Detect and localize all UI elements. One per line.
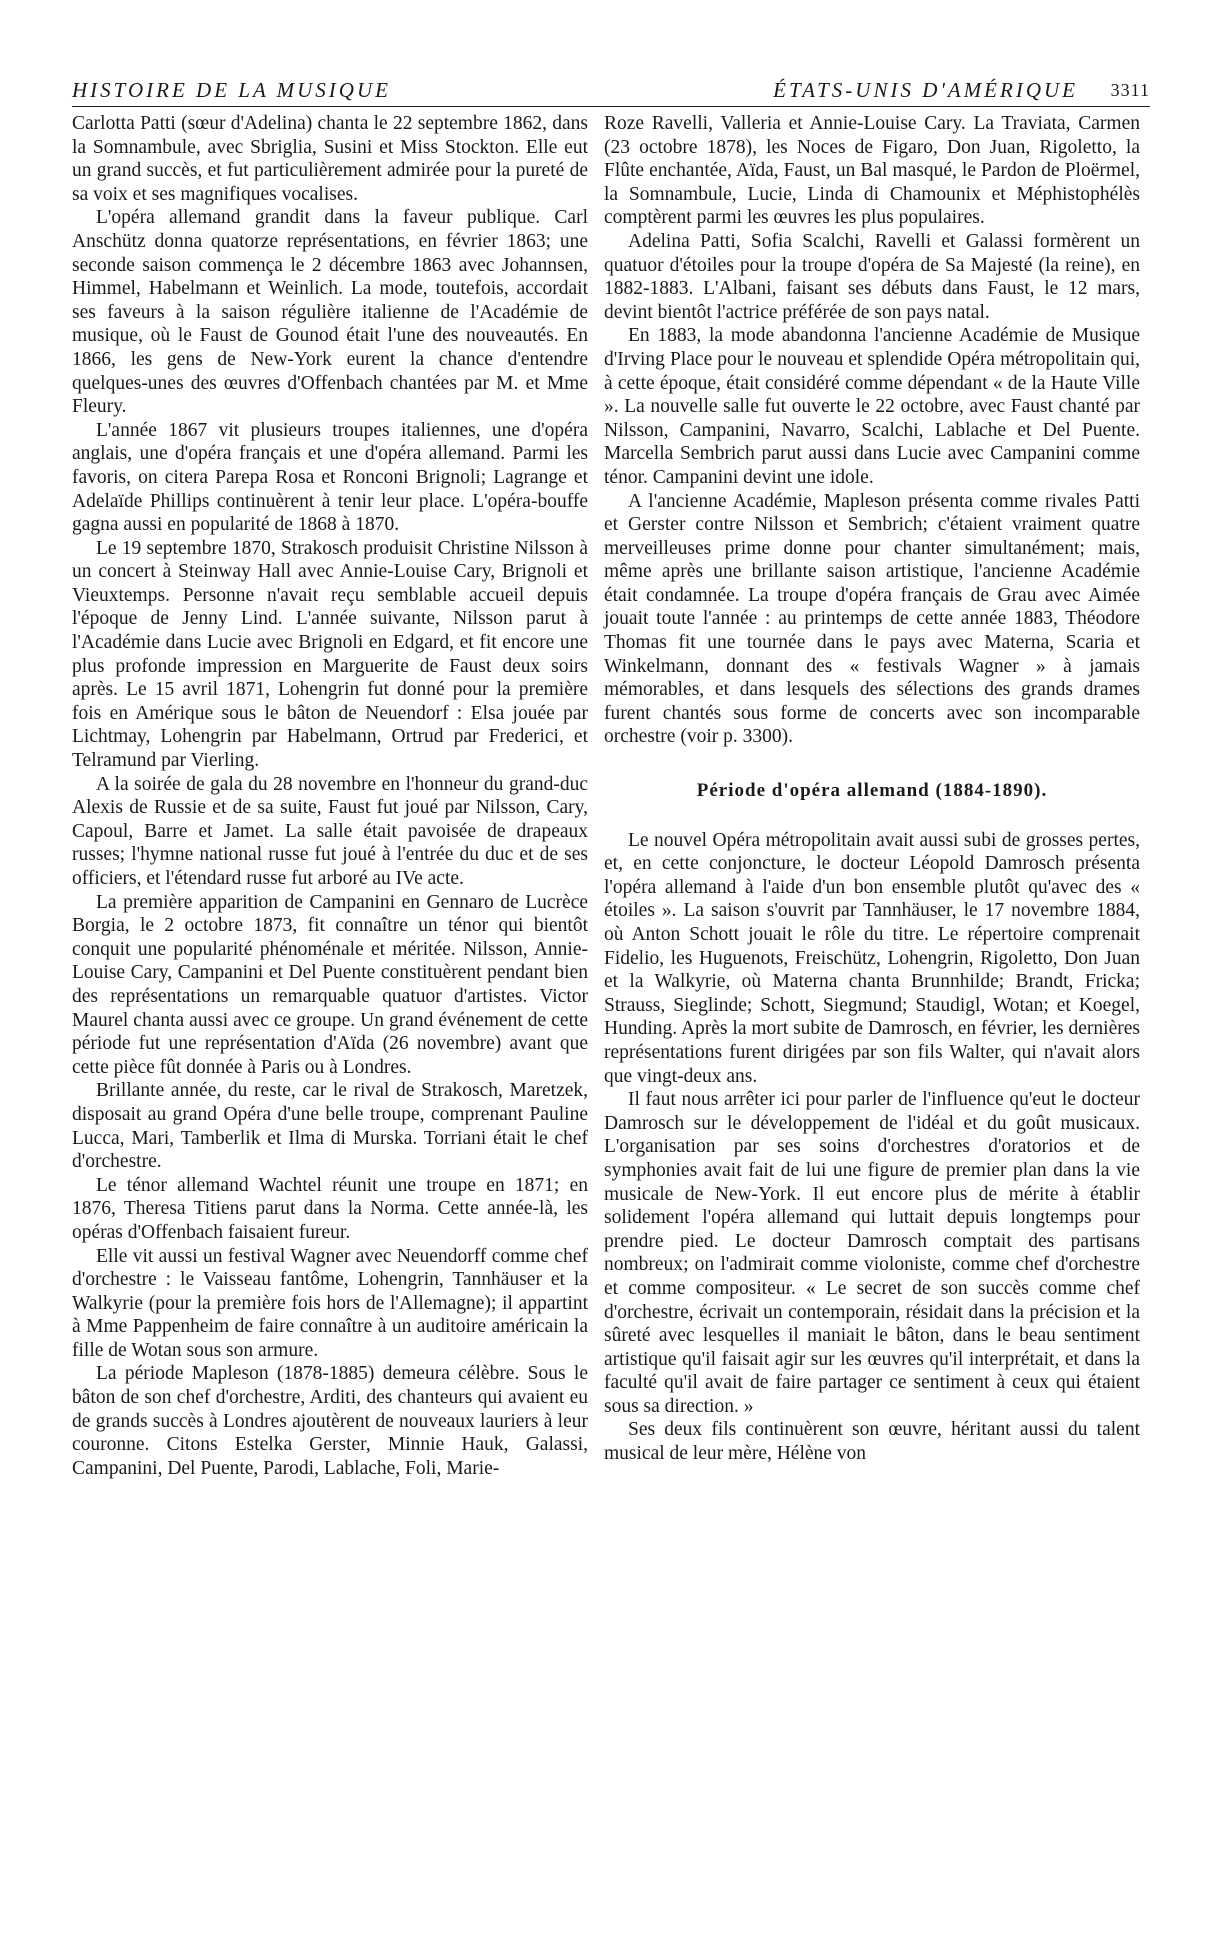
paragraph: Brillante année, du reste, car le rival de Strakosch, Maretzek, disposait au grand Opéra d'une belle troupe, comprenant Pauline Lucca, Mari, Tamberlik et Ilma di Murska. Torriani était le chef d'orchestre.	[72, 1080, 588, 1173]
section-heading: Période d'opéra allemand (1884-1890).	[696, 780, 1048, 802]
left-column	[72, 112, 588, 1480]
paragraph: L'opéra allemand grandit dans la faveur publique. Carl Anschütz donna quatorze représentations, en février 1863; une seconde saison commença le 2 décembre 1863 avec Johannsen, Himmel, Habelmann et Weinlich. La mode, toutefois, accordait ses faveurs à la saison régulière italienne de l'Académie de musique, où le Faust de Gounod était l'une des nouveautés. En 1866, les gens de New-York eurent la chance d'entendre quelques-unes des œuvres d'Offenbach chantées par M. et Mme Fleury.	[72, 207, 588, 418]
paragraph: Il faut nous arrêter ici pour parler de l'influence qu'eut le docteur Damrosch sur le développement de l'idéal et du goût musicaux. L'organisation par ses soins d'orchestres d'oratorios et de symphonies avait fait de lui une figure de premier plan dans la vie musicale de New-York. Il eut encore plus de mérite à établir solidement l'opéra allemand qui luttait depuis longtemps pour prendre pied. Le docteur Damrosch comptait des partisans nombreux; on l'admirait comme violoniste, comme chef d'orchestre et comme compositeur. « Le secret de son succès comme chef d'orchestre, écrivait un contemporain, résidait dans la précision et la sûreté avec lesquelles il maniait le bâton, dans le beau sentiment artistique qu'il faisait agir sur les œuvres qu'il interprétait, et dans la faculté qu'il avait de faire partager ce sentiment à ceux qui étaient sous sa direction. »	[604, 1089, 1140, 1417]
paragraph: Le ténor allemand Wachtel réunit une troupe en 1871; en 1876, Theresa Titiens parut dans la Norma. Cette année-là, les opéras d'Offenbach faisaient fureur.	[72, 1174, 588, 1243]
right-column	[604, 112, 1140, 1466]
paragraph: L'année 1867 vit plusieurs troupes italiennes, une d'opéra anglais, une d'opéra français et une d'opéra allemand. Parmi les favoris, on citera Parepa Rosa et Ronconi Brignoli; Lagrange et Adelaïde Phillips continuèrent à tenir leur place. L'opéra-bouffe gagna aussi en popularité de 1868 à 1870.	[72, 419, 588, 536]
paragraph: Le nouvel Opéra métropolitain avait aussi subi de grosses pertes, et, en cette conjoncture, le docteur Léopold Damrosch présenta l'opéra allemand à l'aide d'un bon ensemble plutôt qu'avec des « étoiles ». La saison s'ouvrit par Tannhäuser, le 17 novembre 1884, où Anton Schott jouait le rôle du titre. Le répertoire comprenait Fidelio, les Huguenots, Freischütz, Lohengrin, Rigoletto, Don Juan et la Walkyrie, où Materna chanta Brunnhilde; Brandt, Fricka; Strauss, Sieglinde; Schott, Siegmund; Staudigl, Wotan; et Koegel, Hunding. Après la mort subite de Damrosch, en février, les dernières représentations furent dirigées par son fils Walter, qui n'avait alors que vingt-deux ans.	[604, 829, 1140, 1087]
paragraph: La période Mapleson (1878-1885) demeura célèbre. Sous le bâton de son chef d'orchestre, Arditi, des chanteurs qui avaient eu de grands succès à Londres ajoutèrent de nouveaux lauriers à leur couronne. Citons Estelka Gerster, Minnie Hauk, Galassi, Campanini, Del Puente, Parodi, Lablache, Foli, Marie-	[72, 1363, 588, 1479]
paragraph: La première apparition de Campanini en Gennaro de Lucrèce Borgia, le 2 octobre 1873, fit connaître un ténor qui bientôt conquit une popularité phénoménale et méritée. Nilsson, Annie-Louise Cary, Campanini et Del Puente constituèrent pendant bien des représentations un remarquable quatuor d'artistes. Victor Maurel chanta aussi avec ce groupe. Un grand événement de cette période fut une représentation d'Aïda (26 novembre) avant que cette pièce fût donnée à Paris ou à Londres.	[72, 891, 588, 1078]
paragraph: Carlotta Patti (sœur d'Adelina) chanta le 22 septembre 1862, dans la Somnambule, avec Sbriglia, Susini et Miss Stockton. Elle eut un grand succès, et fut particulièrement admirée pour la pureté de sa voix et ses magnifiques vocalises.	[72, 113, 588, 205]
paragraph: En 1883, la mode abandonna l'ancienne Académie de Musique d'Irving Place pour le nouveau et splendide Opéra métropolitain qui, à cette époque, était considéré comme dépendant « de la Haute Ville ». La nouvelle salle fut ouverte le 22 octobre, avec Faust chanté par Nilsson, Campanini, Navarro, Scalchi, Lablache et Del Puente. Marcella Sembrich parut aussi dans Lucie avec Campanini comme ténor. Campanini devint une idole.	[604, 325, 1140, 488]
paragraph: Adelina Patti, Sofia Scalchi, Ravelli et Galassi formèrent un quatuor d'étoiles pour la troupe d'opéra de Sa Majesté (la reine), en 1882-1883. L'Albani, faisant ses débuts dans Faust, le 12 mars, devint bientôt l'actrice préférée de son pays natal.	[604, 230, 1140, 323]
paragraph: Roze Ravelli, Valleria et Annie-Louise Cary. La Traviata, Carmen (23 octobre 1878), les Noces de Figaro, Don Juan, Rigoletto, la Flûte enchantée, Aïda, Faust, un Bal masqué, le Pardon de Ploërmel, la Somnambule, Lucie, Linda di Chamounix et Méphistophélès comptèrent parmi les œuvres les plus populaires.	[604, 113, 1140, 229]
running-header	[72, 76, 1150, 108]
paragraph: Ses deux fils continuèrent son œuvre, héritant aussi du talent musical de leur mère, Hélène von	[604, 1419, 1140, 1465]
header-left-title: HISTOIRE DE LA MUSIQUE	[72, 78, 391, 102]
page-number: 3311	[1110, 80, 1150, 100]
paragraph: A la soirée de gala du 28 novembre en l'honneur du grand-duc Alexis de Russie et de sa suite, Faust fut joué par Nilsson, Cary, Capoul, Barre et Jamet. La salle était pavoisée de drapeaux russes; l'hymne national russe fut joué à l'entrée du duc et de ses officiers, et l'étendard russe fut arboré au IVe acte.	[72, 773, 588, 889]
paragraph: A l'ancienne Académie, Mapleson présenta comme rivales Patti et Gerster contre Nilsson et Sembrich; c'étaient vraiment quatre merveilleuses prime donne pour chanter simultanément; mais, même après une brillante saison artistique, l'ancienne Académie était condamnée. La troupe d'opéra français de Grau avec Aimée jouait toute l'année : au printemps de cette année 1883, Théodore Thomas fit une tournée dans le pays avec Materna, Scaria et Winkelmann, donnant des « festivals Wagner » à jamais mémorables, et dans lesquels des sélections des grands drames furent chantés sous forme de concerts avec son incomparable orchestre (voir p. 3300).	[604, 490, 1140, 748]
paragraph: Elle vit aussi un festival Wagner avec Neuendorff comme chef d'orchestre : le Vaisseau fantôme, Lohengrin, Tannhäuser et la Walkyrie (pour la première fois hors de l'Allemagne); il appartint à Mme Pappenheim de faire connaître à un auditoire américain la fille de Wotan sous son armure.	[72, 1245, 588, 1361]
header-right-title: ÉTATS-UNIS D'AMÉRIQUE	[773, 78, 1078, 102]
header-rule	[72, 106, 1150, 107]
paragraph: Le 19 septembre 1870, Strakosch produisit Christine Nilsson à un concert à Steinway Hall avec Annie-Louise Cary, Brignoli et Vieuxtemps. Personne n'avait reçu semblable accueil depuis l'époque de Jenny Lind. L'année suivante, Nilsson parut à l'Académie dans Lucie avec Brignoli en Edgard, et fit encore une plus profonde impression en Marguerite de Faust deux soirs après. Le 15 avril 1871, Lohengrin fut donné pour la première fois en Amérique sous le bâton de Neuendorf : Elsa jouée par Lichtmay, Lohengrin par Habelmann, Ortrud par Frederici, et Telramund par Vierling.	[72, 537, 588, 772]
